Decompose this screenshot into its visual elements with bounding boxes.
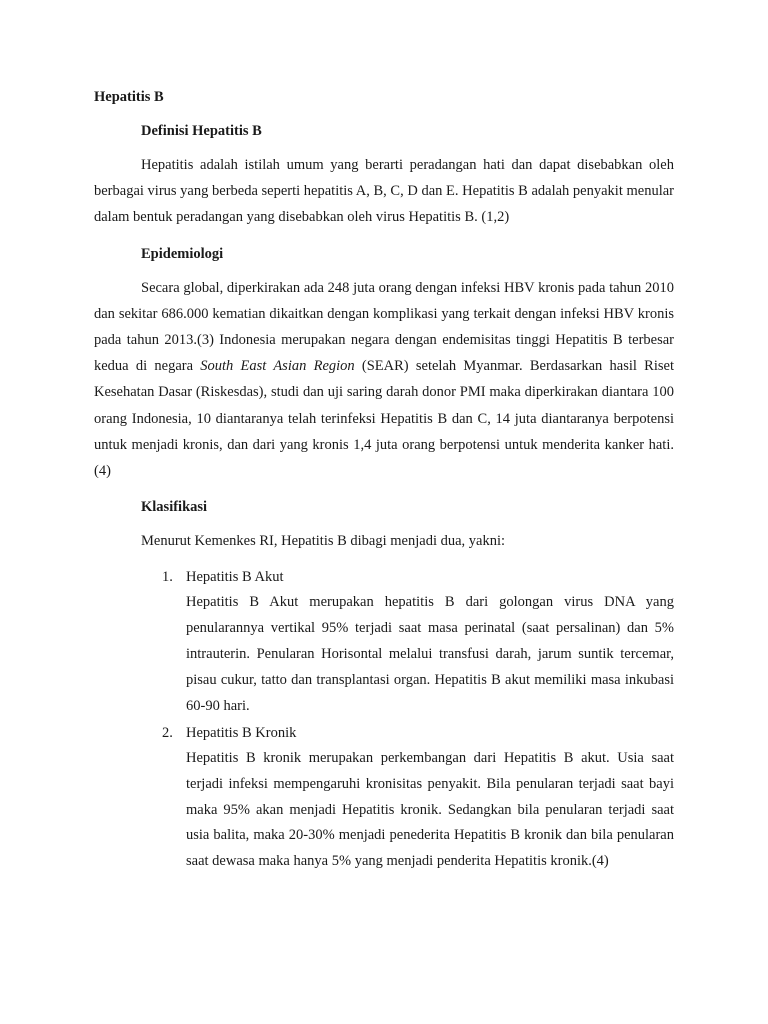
heading-epidemiologi: Epidemiologi [141,245,224,262]
epidemiologi-italic-term: South East Asian Region [200,358,355,375]
epidemiologi-text-part-1: Secara global, diperkirakan ada 248 juta orang dengan infeksi HBV kronis pada tahun 2010 dan sekitar 686.000 kematian dikaitkan dengan komplikasi yang terkait dengan infeksi HBV kronis pada tahun 2013.(3) Indonesia merupakan negara dengan endemisitas tinggi Hepatitis B terbesar kedua di negara [94,279,674,375]
list-item-body: Hepatitis B kronik merupakan perkembangan dari Hepatitis B akut. Usia saat terjadi infeksi mempengaruhi kronisitas penyakit. Bila penularan terjadi saat bayi maka 95% akan menjadi Hepatitis kronik. Sedangkan bila penularan terjadi saat usia balita, maka 20-30% menjadi penederita Hepatitis B kronik dan bila penularan saat dewasa maka hanya 5% yang menjadi penderita Hepatitis kronik.(4) [186,749,674,870]
epidemiologi-text-part-2: (SEAR) setelah Myanmar. Berdasarkan hasil Riset Kesehatan Dasar (Riskesdas), studi dan uji saring darah donor PMI maka diperkirakan diantara 100 orang Indonesia, 10 diantaranya telah terinfeksi Hepatitis B dan C, 14 juta diantaranya berpotensi untuk menjadi kronis, dan dari yang kronis 1,4 juta orang berpotensi untuk menderita kanker hati.(4) [94,358,674,480]
list-item-number: 2. [162,724,173,741]
list-item-title: Hepatitis B Kronik [186,724,297,741]
paragraph-klasifikasi-intro: Menurut Kemenkes RI, Hepatitis B dibagi menjadi dua, yakni: [141,533,506,550]
paragraph-epidemiologi [94,275,674,485]
klasifikasi-list [94,564,674,875]
document-title: Hepatitis B [94,89,164,105]
list-item-body: Hepatitis B Akut merupakan hepatitis B dari golongan virus DNA yang penularannya vertikal 95% terjadi saat masa perinatal (saat persalinan) dan 5% intrauterin. Penularan Horisontal melalui transfusi darah, jarum suntik tercemar, pisau cukur, tatto dan transplantasi organ. Hepatitis B akut memiliki masa inkubasi 60-90 hari. [186,594,674,714]
list-item [162,564,674,720]
list-item [162,720,674,876]
paragraph-definisi: Hepatitis adalah istilah umum yang berarti peradangan hati dan dapat disebabkan oleh berbagai virus yang berbeda seperti hepatitis A, B, C, D dan E. Hepatitis B adalah penyakit menular dalam bentuk peradangan yang disebabkan oleh virus Hepatitis B. (1,2) [94,157,674,226]
heading-definisi: Definisi Hepatitis B [141,123,262,139]
list-item-title: Hepatitis B Akut [186,569,284,586]
heading-klasifikasi: Klasifikasi [141,499,208,516]
list-item-number: 1. [162,569,173,586]
